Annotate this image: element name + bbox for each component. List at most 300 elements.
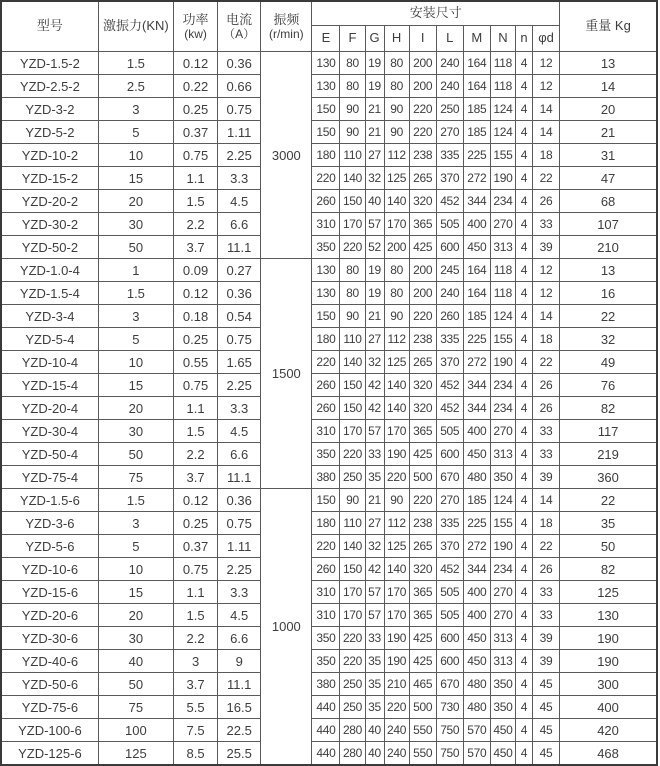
force-cell: 100 — [98, 719, 173, 742]
weight-cell: 76 — [560, 374, 657, 397]
dimension-cell: 270 — [490, 581, 515, 604]
dimension-cell: 225 — [463, 512, 490, 535]
dimension-cell: 335 — [436, 512, 463, 535]
dimension-cell: 220 — [340, 236, 365, 259]
dimension-cell: 19 — [365, 259, 384, 282]
dimension-cell: 185 — [463, 121, 490, 144]
model-cell: YZD-3-4 — [1, 305, 98, 328]
dimension-cell: 600 — [436, 627, 463, 650]
current-cell: 25.5 — [218, 742, 261, 766]
dimension-cell: 170 — [340, 581, 365, 604]
table-row — [1, 75, 657, 98]
dimension-cell: 365 — [409, 420, 436, 443]
dimension-cell: 155 — [490, 144, 515, 167]
model-cell: YZD-3-6 — [1, 512, 98, 535]
power-cell: 2.2 — [174, 213, 218, 236]
dimension-cell: 80 — [384, 52, 409, 75]
dimension-cell: 234 — [490, 558, 515, 581]
current-cell: 11.1 — [218, 236, 261, 259]
dimension-cell: 220 — [409, 305, 436, 328]
weight-cell: 21 — [560, 121, 657, 144]
dimension-cell: 140 — [384, 190, 409, 213]
dimension-cell: 225 — [463, 328, 490, 351]
table-row — [1, 121, 657, 144]
dimension-cell: 313 — [490, 443, 515, 466]
dimension-cell: 4 — [515, 466, 532, 489]
power-cell: 0.75 — [174, 144, 218, 167]
weight-cell: 400 — [560, 696, 657, 719]
dimension-cell: 124 — [490, 489, 515, 512]
dimension-cell: 150 — [340, 558, 365, 581]
power-cell: 0.37 — [174, 121, 218, 144]
dimension-cell: 4 — [515, 121, 532, 144]
current-cell: 1.11 — [218, 121, 261, 144]
header-exciting-force: 激振力(KN) — [98, 1, 173, 52]
dimension-cell: 185 — [463, 98, 490, 121]
dimension-cell: 260 — [312, 397, 340, 420]
dimension-cell: 425 — [409, 650, 436, 673]
dimension-cell: 14 — [532, 489, 559, 512]
dimension-cell: 4 — [515, 719, 532, 742]
dimension-cell: 45 — [532, 742, 559, 766]
power-cell: 3.7 — [174, 466, 218, 489]
dimension-cell: 265 — [409, 167, 436, 190]
dimension-cell: 4 — [515, 443, 532, 466]
force-cell: 10 — [98, 351, 173, 374]
table-row — [1, 719, 657, 742]
dimension-cell: 170 — [384, 420, 409, 443]
current-cell: 0.36 — [218, 52, 261, 75]
dimension-cell: 480 — [463, 466, 490, 489]
force-cell: 3 — [98, 305, 173, 328]
weight-cell: 32 — [560, 328, 657, 351]
dimension-cell: 32 — [365, 167, 384, 190]
current-cell: 22.5 — [218, 719, 261, 742]
model-cell: YZD-2.5-2 — [1, 75, 98, 98]
dimension-cell: 400 — [463, 420, 490, 443]
force-cell: 5 — [98, 328, 173, 351]
dimension-cell: 344 — [463, 397, 490, 420]
current-cell: 0.66 — [218, 75, 261, 98]
dimension-cell: 425 — [409, 627, 436, 650]
force-cell: 10 — [98, 144, 173, 167]
dimension-cell: 313 — [490, 627, 515, 650]
dimension-cell: 220 — [312, 167, 340, 190]
dimension-cell: 344 — [463, 558, 490, 581]
dimension-cell: 270 — [436, 489, 463, 512]
dimension-cell: 155 — [490, 328, 515, 351]
header-frequency-label: 振频 — [273, 11, 300, 27]
dimension-cell: 130 — [312, 282, 340, 305]
power-cell: 0.75 — [174, 558, 218, 581]
header-current-label: 电流 — [226, 11, 253, 27]
dimension-cell: 52 — [365, 236, 384, 259]
dimension-cell: 320 — [409, 190, 436, 213]
dimension-cell: 505 — [436, 604, 463, 627]
table-row — [1, 397, 657, 420]
force-cell: 5 — [98, 121, 173, 144]
dimension-cell: 90 — [384, 305, 409, 328]
dimension-cell: 344 — [463, 190, 490, 213]
dimension-cell: 90 — [340, 121, 365, 144]
power-cell: 3.7 — [174, 236, 218, 259]
dimension-cell: 164 — [463, 52, 490, 75]
dimension-cell: 200 — [409, 259, 436, 282]
dimension-cell: 40 — [365, 190, 384, 213]
table-row — [1, 420, 657, 443]
dimension-cell: 280 — [340, 742, 365, 766]
current-cell: 11.1 — [218, 466, 261, 489]
dimension-cell: 45 — [532, 719, 559, 742]
power-cell: 1.5 — [174, 604, 218, 627]
weight-cell: 219 — [560, 443, 657, 466]
force-cell: 1.5 — [98, 489, 173, 512]
power-cell: 0.25 — [174, 98, 218, 121]
model-cell: YZD-20-4 — [1, 397, 98, 420]
dimension-cell: 220 — [409, 121, 436, 144]
dimension-cell: 125 — [384, 535, 409, 558]
dimension-cell: 4 — [515, 259, 532, 282]
dimension-cell: 250 — [340, 673, 365, 696]
model-cell: YZD-30-2 — [1, 213, 98, 236]
force-cell: 75 — [98, 466, 173, 489]
dimension-cell: 180 — [312, 512, 340, 535]
dimension-cell: 4 — [515, 52, 532, 75]
table-row — [1, 236, 657, 259]
dimension-cell: 4 — [515, 558, 532, 581]
dimension-cell: 19 — [365, 75, 384, 98]
table-row — [1, 351, 657, 374]
header-current-unit: （A） — [223, 27, 256, 42]
current-cell: 2.25 — [218, 144, 261, 167]
model-cell: YZD-40-6 — [1, 650, 98, 673]
table-row — [1, 213, 657, 236]
dimension-cell: 500 — [409, 466, 436, 489]
dimension-cell: 750 — [436, 719, 463, 742]
dimension-cell: 4 — [515, 328, 532, 351]
dimension-cell: 4 — [515, 167, 532, 190]
model-cell: YZD-50-4 — [1, 443, 98, 466]
current-cell: 2.25 — [218, 558, 261, 581]
power-cell: 0.12 — [174, 489, 218, 512]
dimension-cell: 270 — [490, 213, 515, 236]
table-row — [1, 443, 657, 466]
power-cell: 1.5 — [174, 190, 218, 213]
dimension-cell: 4 — [515, 604, 532, 627]
dimension-cell: 220 — [340, 443, 365, 466]
current-cell: 0.54 — [218, 305, 261, 328]
dimension-cell: 450 — [490, 742, 515, 766]
model-cell: YZD-10-2 — [1, 144, 98, 167]
power-cell: 0.25 — [174, 328, 218, 351]
force-cell: 30 — [98, 213, 173, 236]
dimension-cell: 42 — [365, 397, 384, 420]
force-cell: 15 — [98, 167, 173, 190]
current-cell: 0.75 — [218, 512, 261, 535]
dimension-cell: 42 — [365, 558, 384, 581]
table-row — [1, 282, 657, 305]
dimension-cell: 140 — [340, 535, 365, 558]
header-power — [174, 1, 218, 52]
power-cell: 1.1 — [174, 397, 218, 420]
dimension-cell: 118 — [490, 52, 515, 75]
force-cell: 20 — [98, 190, 173, 213]
model-cell: YZD-50-6 — [1, 673, 98, 696]
weight-cell: 190 — [560, 627, 657, 650]
dimension-cell: 164 — [463, 75, 490, 98]
force-cell: 15 — [98, 374, 173, 397]
dimension-cell: 250 — [340, 466, 365, 489]
dimension-cell: 118 — [490, 259, 515, 282]
weight-cell: 360 — [560, 466, 657, 489]
dimension-cell: 250 — [340, 696, 365, 719]
dimension-cell: 425 — [409, 236, 436, 259]
dimension-cell: 40 — [365, 719, 384, 742]
weight-cell: 300 — [560, 673, 657, 696]
dimension-cell: 450 — [463, 236, 490, 259]
dimension-cell: 57 — [365, 420, 384, 443]
dimension-cell: 90 — [340, 305, 365, 328]
table-row — [1, 535, 657, 558]
dimension-cell: 19 — [365, 282, 384, 305]
weight-cell: 50 — [560, 535, 657, 558]
dimension-cell: 164 — [463, 282, 490, 305]
dimension-cell: 14 — [532, 98, 559, 121]
dimension-cell: 110 — [340, 512, 365, 535]
dimension-cell: 80 — [340, 259, 365, 282]
dimension-cell: 4 — [515, 512, 532, 535]
dimension-cell: 4 — [515, 627, 532, 650]
header-dim-n-lower: n — [515, 26, 532, 52]
dimension-cell: 730 — [436, 696, 463, 719]
force-cell: 1 — [98, 259, 173, 282]
dimension-cell: 200 — [384, 236, 409, 259]
model-cell: YZD-75-4 — [1, 466, 98, 489]
dimension-cell: 440 — [312, 719, 340, 742]
weight-cell: 82 — [560, 397, 657, 420]
dimension-cell: 265 — [409, 535, 436, 558]
model-cell: YZD-20-2 — [1, 190, 98, 213]
dimension-cell: 272 — [463, 351, 490, 374]
dimension-cell: 220 — [384, 696, 409, 719]
dimension-cell: 112 — [384, 144, 409, 167]
dimension-cell: 130 — [312, 75, 340, 98]
power-cell: 5.5 — [174, 696, 218, 719]
dimension-cell: 4 — [515, 397, 532, 420]
dimension-cell: 35 — [365, 673, 384, 696]
dimension-cell: 32 — [365, 535, 384, 558]
dimension-cell: 452 — [436, 397, 463, 420]
power-cell: 2.2 — [174, 627, 218, 650]
dimension-cell: 26 — [532, 558, 559, 581]
power-cell: 1.1 — [174, 167, 218, 190]
model-cell: YZD-20-6 — [1, 604, 98, 627]
power-cell: 0.12 — [174, 52, 218, 75]
dimension-cell: 118 — [490, 75, 515, 98]
dimension-cell: 170 — [340, 213, 365, 236]
weight-cell: 14 — [560, 75, 657, 98]
dimension-cell: 125 — [384, 167, 409, 190]
dimension-cell: 170 — [384, 604, 409, 627]
header-weight: 重量 Kg — [560, 1, 657, 52]
dimension-cell: 45 — [532, 696, 559, 719]
weight-cell: 22 — [560, 305, 657, 328]
header-dim-phi-d: φd — [532, 26, 559, 52]
current-cell: 0.75 — [218, 328, 261, 351]
model-cell: YZD-30-4 — [1, 420, 98, 443]
dimension-cell: 450 — [463, 443, 490, 466]
dimension-cell: 350 — [490, 696, 515, 719]
dimension-cell: 313 — [490, 236, 515, 259]
header-dim-h: H — [384, 26, 409, 52]
dimension-cell: 350 — [490, 673, 515, 696]
dimension-cell: 350 — [312, 236, 340, 259]
dimension-cell: 39 — [532, 236, 559, 259]
header-dim-n-upper: N — [490, 26, 515, 52]
power-cell: 1.5 — [174, 420, 218, 443]
table-row — [1, 98, 657, 121]
dimension-cell: 185 — [463, 305, 490, 328]
current-cell: 3.3 — [218, 581, 261, 604]
dimension-cell: 550 — [409, 719, 436, 742]
current-cell: 3.3 — [218, 397, 261, 420]
power-cell: 2.2 — [174, 443, 218, 466]
dimension-cell: 26 — [532, 374, 559, 397]
dimension-cell: 140 — [340, 167, 365, 190]
force-cell: 10 — [98, 558, 173, 581]
dimension-cell: 450 — [490, 719, 515, 742]
table-body — [1, 52, 657, 766]
model-cell: YZD-10-4 — [1, 351, 98, 374]
dimension-cell: 200 — [409, 75, 436, 98]
model-cell: YZD-15-2 — [1, 167, 98, 190]
power-cell: 3 — [174, 650, 218, 673]
dimension-cell: 440 — [312, 696, 340, 719]
weight-cell: 31 — [560, 144, 657, 167]
dimension-cell: 225 — [463, 144, 490, 167]
dimension-cell: 250 — [436, 98, 463, 121]
dimension-cell: 18 — [532, 328, 559, 351]
power-cell: 0.55 — [174, 351, 218, 374]
weight-cell: 125 — [560, 581, 657, 604]
dimension-cell: 180 — [312, 144, 340, 167]
dimension-cell: 234 — [490, 374, 515, 397]
dimension-cell: 39 — [532, 466, 559, 489]
header-current — [218, 1, 261, 52]
dimension-cell: 4 — [515, 351, 532, 374]
table-row — [1, 328, 657, 351]
dimension-cell: 570 — [463, 742, 490, 766]
power-cell: 0.12 — [174, 282, 218, 305]
dimension-cell: 350 — [312, 627, 340, 650]
dimension-cell: 90 — [384, 489, 409, 512]
dimension-cell: 240 — [436, 52, 463, 75]
force-cell: 3 — [98, 98, 173, 121]
current-cell: 3.3 — [218, 167, 261, 190]
table-row — [1, 190, 657, 213]
weight-cell: 35 — [560, 512, 657, 535]
force-cell: 50 — [98, 443, 173, 466]
weight-cell: 190 — [560, 650, 657, 673]
model-cell: YZD-1.0-4 — [1, 259, 98, 282]
dimension-cell: 110 — [340, 328, 365, 351]
dimension-cell: 110 — [340, 144, 365, 167]
dimension-cell: 22 — [532, 351, 559, 374]
current-cell: 11.1 — [218, 673, 261, 696]
dimension-cell: 4 — [515, 489, 532, 512]
dimension-cell: 220 — [340, 627, 365, 650]
dimension-cell: 220 — [409, 98, 436, 121]
model-cell: YZD-10-6 — [1, 558, 98, 581]
dimension-cell: 350 — [312, 650, 340, 673]
dimension-cell: 240 — [436, 75, 463, 98]
dimension-cell: 170 — [340, 420, 365, 443]
table-row — [1, 742, 657, 766]
header-dim-f: F — [340, 26, 365, 52]
dimension-cell: 270 — [436, 121, 463, 144]
power-cell: 3.7 — [174, 673, 218, 696]
force-cell: 20 — [98, 604, 173, 627]
frequency-cell: 3000 — [261, 52, 312, 259]
dimension-cell: 4 — [515, 305, 532, 328]
dimension-cell: 380 — [312, 466, 340, 489]
dimension-cell: 313 — [490, 650, 515, 673]
dimension-cell: 155 — [490, 512, 515, 535]
dimension-cell: 370 — [436, 351, 463, 374]
dimension-cell: 124 — [490, 98, 515, 121]
dimension-cell: 400 — [463, 213, 490, 236]
dimension-cell: 33 — [532, 581, 559, 604]
dimension-cell: 170 — [340, 604, 365, 627]
dimension-cell: 370 — [436, 535, 463, 558]
dimension-cell: 170 — [384, 213, 409, 236]
dimension-cell: 12 — [532, 259, 559, 282]
weight-cell: 16 — [560, 282, 657, 305]
model-cell: YZD-1.5-6 — [1, 489, 98, 512]
power-cell: 0.75 — [174, 374, 218, 397]
current-cell: 4.5 — [218, 420, 261, 443]
dimension-cell: 200 — [409, 282, 436, 305]
dimension-cell: 125 — [384, 351, 409, 374]
dimension-cell: 33 — [532, 420, 559, 443]
dimension-cell: 170 — [384, 581, 409, 604]
dimension-cell: 150 — [312, 121, 340, 144]
dimension-cell: 240 — [384, 742, 409, 766]
dimension-cell: 750 — [436, 742, 463, 766]
table-row — [1, 558, 657, 581]
dimension-cell: 35 — [365, 650, 384, 673]
dimension-cell: 90 — [340, 489, 365, 512]
dimension-cell: 33 — [532, 443, 559, 466]
current-cell: 4.5 — [218, 190, 261, 213]
model-cell: YZD-50-2 — [1, 236, 98, 259]
dimension-cell: 600 — [436, 443, 463, 466]
dimension-cell: 350 — [312, 443, 340, 466]
dimension-cell: 185 — [463, 489, 490, 512]
dimension-cell: 35 — [365, 696, 384, 719]
dimension-cell: 27 — [365, 144, 384, 167]
model-cell: YZD-15-4 — [1, 374, 98, 397]
power-cell: 0.18 — [174, 305, 218, 328]
table-row — [1, 167, 657, 190]
dimension-cell: 21 — [365, 121, 384, 144]
header-dim-m: M — [463, 26, 490, 52]
dimension-cell: 57 — [365, 581, 384, 604]
dimension-cell: 33 — [532, 604, 559, 627]
dimension-cell: 140 — [340, 351, 365, 374]
dimension-cell: 39 — [532, 627, 559, 650]
table-row — [1, 374, 657, 397]
